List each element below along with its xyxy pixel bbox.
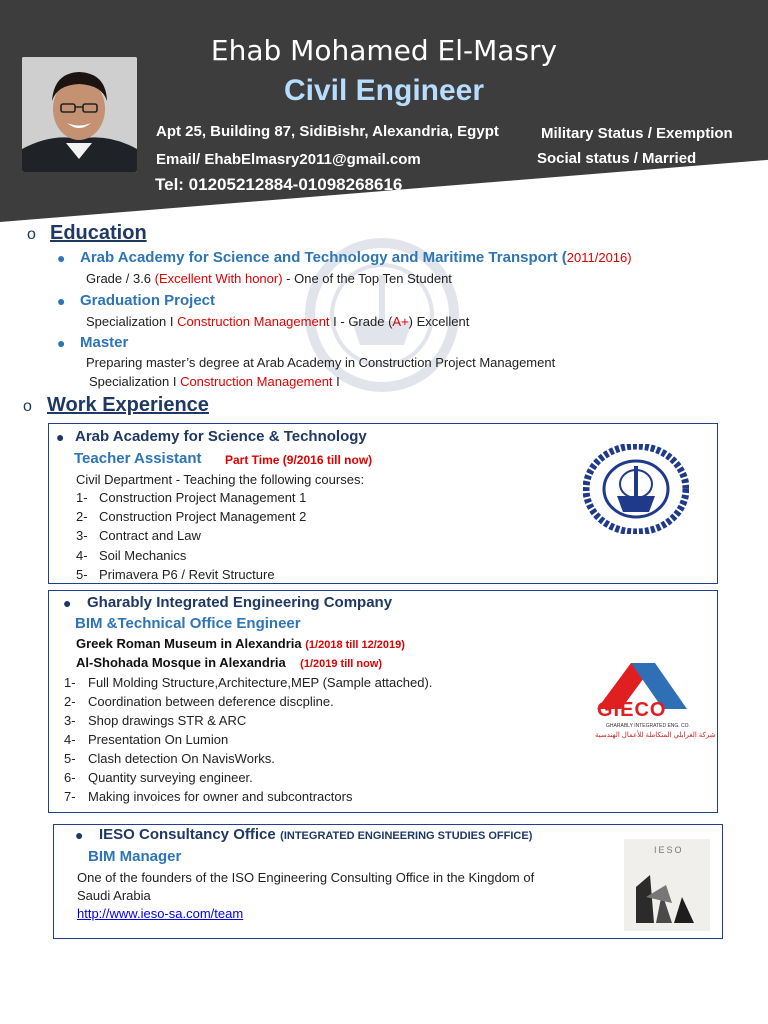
list-text: Full Molding Structure,Architecture,MEP (Sample attached). bbox=[88, 675, 433, 690]
academy-degree bbox=[80, 249, 632, 266]
job-desc-1: One of the founders of the ISO Engineering Consulting Office in the Kingdom of bbox=[77, 870, 535, 885]
list-item bbox=[76, 509, 306, 524]
list-number: 4- bbox=[76, 547, 88, 563]
social-status: Social status / Married bbox=[537, 150, 697, 167]
job-role: BIM &Technical Office Engineer bbox=[75, 615, 301, 632]
aast-logo-icon bbox=[583, 444, 689, 534]
project-name: Greek Roman Museum in Alexandria bbox=[76, 636, 302, 651]
graduation-project-heading: Graduation Project bbox=[80, 292, 216, 309]
spec-value: Construction Management bbox=[180, 374, 333, 389]
bullet-icon: ● bbox=[57, 250, 66, 266]
bullet-icon: ● bbox=[75, 827, 84, 843]
project-period: (1/2019 till now) bbox=[300, 658, 383, 670]
job-company: IESO Consultancy Office bbox=[99, 826, 276, 843]
gieco-logo-arabic: شركة الغرابلي المتكاملة للأعمال الهندسية bbox=[595, 732, 716, 739]
list-item bbox=[76, 490, 306, 505]
list-item bbox=[64, 694, 334, 709]
job-period: Part Time (9/2016 till now) bbox=[225, 453, 373, 467]
spec-prefix: Specialization I bbox=[89, 374, 181, 389]
list-item bbox=[76, 528, 201, 543]
list-number: 4- bbox=[64, 732, 76, 747]
project-period: (1/2018 till 12/2019) bbox=[305, 639, 405, 651]
job-role: Teacher Assistant bbox=[74, 450, 202, 467]
ieso-logo bbox=[624, 839, 710, 931]
list-number: 7- bbox=[64, 789, 76, 804]
spec-prefix: Specialization I bbox=[86, 314, 178, 329]
job-desc-2: Saudi Arabia bbox=[77, 888, 151, 903]
work-heading: Work Experience bbox=[47, 394, 209, 416]
list-number: 1- bbox=[64, 675, 76, 690]
telephone: Tel: 01205212884-01098268616 bbox=[155, 175, 403, 194]
list-text: Coordination between deference discpline. bbox=[88, 694, 334, 709]
bullet-icon: ● bbox=[57, 335, 66, 351]
master-line: Preparing master’s degree at Arab Academy in Construction Project Management bbox=[86, 355, 556, 370]
education-marker: o bbox=[27, 226, 36, 243]
spec-suffix: I - Grade ( bbox=[329, 314, 393, 329]
list-number: 6- bbox=[64, 770, 76, 785]
list-text: Construction Project Management 2 bbox=[99, 509, 307, 525]
military-status: Military Status / Exemption bbox=[541, 125, 733, 142]
company-note: (INTEGRATED ENGINEERING STUDIES OFFICE) bbox=[280, 830, 533, 842]
list-text: Presentation On Lumion bbox=[88, 732, 229, 747]
list-item bbox=[76, 567, 275, 582]
list-item bbox=[76, 548, 186, 563]
project-line-2 bbox=[76, 655, 382, 670]
list-number: 5- bbox=[76, 566, 88, 582]
ieso-team-link[interactable]: http://www.ieso-sa.com/team bbox=[77, 906, 244, 921]
education-heading: Education bbox=[50, 222, 147, 244]
grade-line bbox=[86, 271, 452, 286]
list-text: Shop drawings STR & ARC bbox=[88, 713, 247, 728]
job-intro: Civil Department - Teaching the following courses: bbox=[76, 472, 365, 487]
list-item bbox=[64, 789, 352, 804]
list-number: 1- bbox=[76, 490, 88, 505]
list-item bbox=[64, 675, 432, 690]
work-marker: o bbox=[23, 398, 32, 415]
grade-honor: (Excellent With honor) bbox=[154, 271, 283, 286]
list-item bbox=[64, 770, 253, 785]
grade-prefix: Grade / 3.6 bbox=[86, 271, 155, 286]
spec-value: Construction Management bbox=[177, 314, 330, 329]
bullet-icon: ● bbox=[56, 429, 65, 445]
list-text: Primavera P6 / Revit Structure bbox=[99, 566, 275, 582]
list-number: 2- bbox=[64, 694, 76, 709]
list-text: Clash detection On NavisWorks. bbox=[88, 751, 275, 766]
email: Email/ EhabElmasry2011@gmail.com bbox=[156, 151, 421, 168]
spec-suffix: I bbox=[332, 374, 340, 389]
project-name: Al-Shohada Mosque in Alexandria bbox=[76, 655, 286, 670]
gieco-logo-text: GIECO bbox=[597, 699, 667, 721]
academy-name: Arab Academy for Science and Technology and Maritime Transport ( bbox=[80, 249, 567, 266]
job-company: Arab Academy for Science & Technology bbox=[75, 428, 367, 445]
gieco-logo-sub: GHARABLY INTEGRATED ENG. CO. bbox=[606, 723, 690, 729]
address: Apt 25, Building 87, SidiBishr, Alexandria, Egypt bbox=[156, 123, 499, 140]
list-text: Soil Mechanics bbox=[99, 547, 187, 563]
list-text: Construction Project Management 1 bbox=[99, 490, 307, 505]
ieso-logo-text: IESO bbox=[654, 845, 684, 855]
project-line-1 bbox=[76, 636, 405, 651]
job-title: Civil Engineer bbox=[283, 74, 485, 107]
candidate-name: Ehab Mohamed El-Masry bbox=[210, 34, 558, 67]
academy-years: 2011/2016) bbox=[566, 250, 632, 265]
project-spec-line bbox=[86, 314, 469, 329]
list-item bbox=[64, 732, 228, 747]
master-spec-line bbox=[89, 374, 340, 389]
master-heading: Master bbox=[80, 334, 129, 351]
gieco-logo bbox=[595, 661, 716, 747]
list-text: Quantity surveying engineer. bbox=[88, 770, 253, 785]
bullet-icon: ● bbox=[57, 293, 66, 309]
list-text: Contract and Law bbox=[99, 528, 201, 544]
ieso-logo-icon bbox=[632, 857, 702, 927]
list-item bbox=[64, 713, 246, 728]
project-grade: A+ bbox=[392, 314, 409, 329]
ieso-company-line bbox=[99, 826, 532, 844]
list-text: Making invoices for owner and subcontractors bbox=[88, 789, 353, 804]
list-number: 5- bbox=[64, 751, 76, 766]
list-number: 3- bbox=[76, 528, 88, 544]
bullet-icon: ● bbox=[63, 595, 72, 611]
grade-text: ) Excellent bbox=[408, 314, 470, 329]
job-role: BIM Manager bbox=[88, 848, 182, 865]
job-company: Gharably Integrated Engineering Company bbox=[87, 594, 393, 611]
grade-suffix: - One of the Top Ten Student bbox=[282, 271, 452, 286]
list-number: 2- bbox=[76, 509, 88, 525]
list-item bbox=[64, 751, 275, 766]
list-number: 3- bbox=[64, 713, 76, 728]
